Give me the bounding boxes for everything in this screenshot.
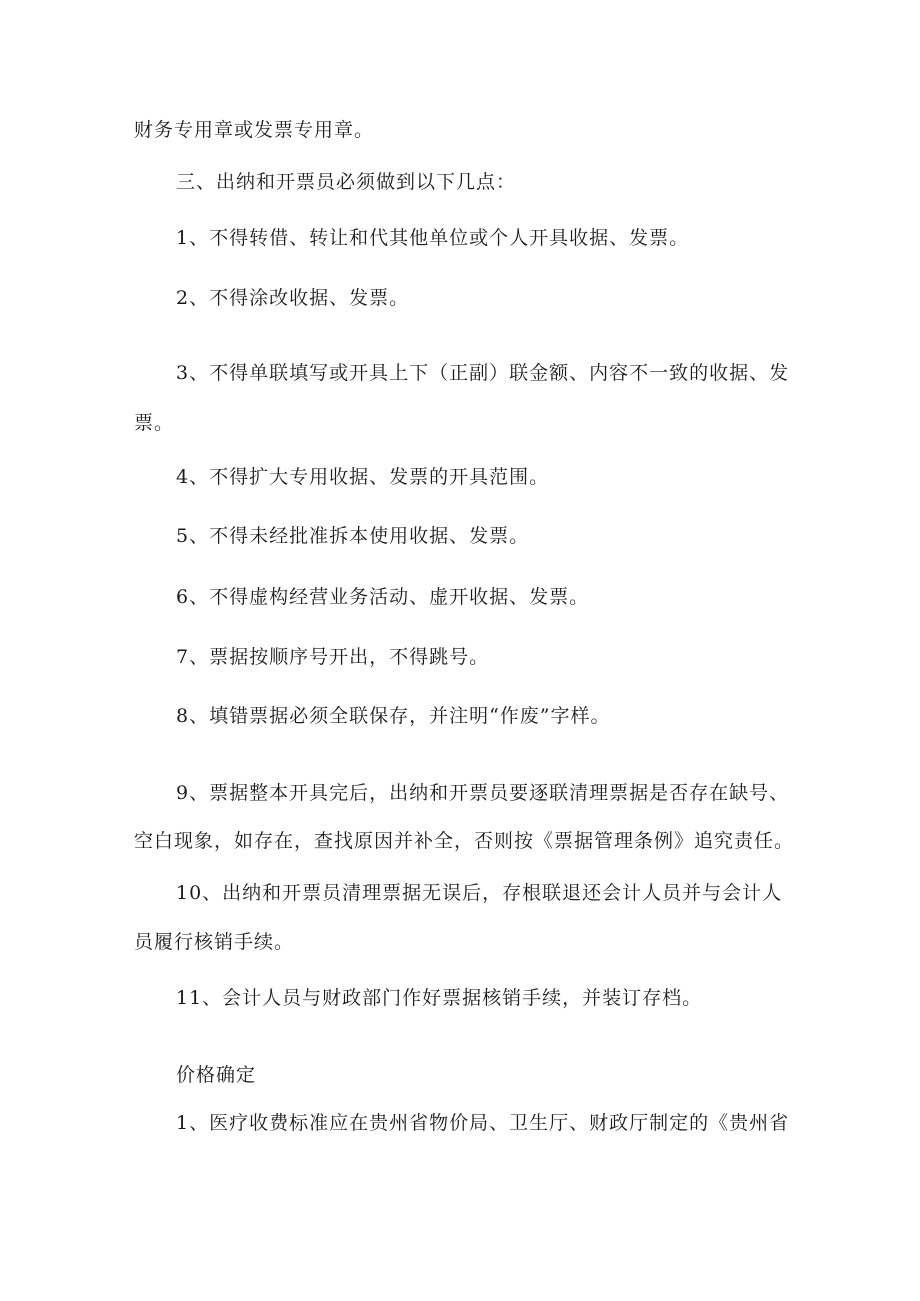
list-item: 11、会计人员与财政部门作好票据核销手续，并装订存档。 xyxy=(176,987,703,1009)
list-item: 3、不得单联填写或开具上下（正副）联金额、内容不一致的收据、发 xyxy=(176,362,790,384)
list-item-continuation: 员履行核销手续。 xyxy=(134,931,295,953)
list-item: 9、票据整本开具完后，出纳和开票员要逐联清理票据是否存在缺号、 xyxy=(176,782,790,804)
list-item: 6、不得虚构经营业务活动、虚开收据、发票。 xyxy=(176,586,590,608)
list-item: 1、不得转借、转让和代其他单位或个人开具收据、发票。 xyxy=(176,227,690,249)
section-heading: 三、出纳和开票员必须做到以下几点： xyxy=(176,171,517,193)
list-item: 10、出纳和开票员清理票据无误后，存根联退还会计人员并与会计人 xyxy=(176,882,783,904)
list-item-continuation: 空白现象，如存在，查找原因并补全，否则按《票据管理条例》追究责任。 xyxy=(134,830,795,852)
list-item: 7、票据按顺序号开出，不得跳号。 xyxy=(176,646,490,668)
list-item: 2、不得涂改收据、发票。 xyxy=(176,287,410,309)
list-item: 4、不得扩大专用收据、发票的开具范围。 xyxy=(176,466,550,488)
text-line: 财务专用章或发票专用章。 xyxy=(134,119,375,141)
list-item: 5、不得未经批准拆本使用收据、发票。 xyxy=(176,525,530,547)
list-item: 8、填错票据必须全联保存，并注明“作废”字样。 xyxy=(176,705,611,727)
section-heading: 价格确定 xyxy=(176,1064,257,1086)
list-item-continuation: 票。 xyxy=(134,412,175,434)
list-item: 1、医疗收费标准应在贵州省物价局、卫生厅、财政厅制定的《贵州省 xyxy=(176,1112,790,1134)
